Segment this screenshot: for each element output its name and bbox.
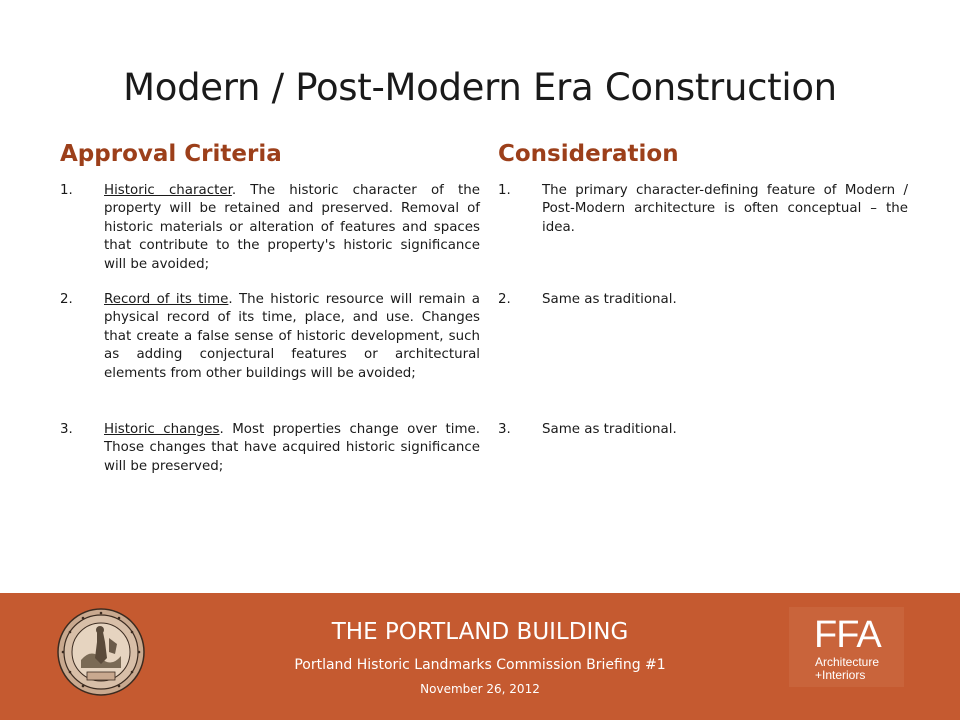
item-term: Record of its time [104, 292, 229, 307]
item-text: Same as traditional. [542, 292, 677, 307]
ffa-logo [789, 607, 904, 687]
item-body [104, 421, 480, 476]
footer-title: THE PORTLAND BUILDING [331, 619, 629, 645]
footer-subtitle: Portland Historic Landmarks Commission Briefing #1 [294, 657, 666, 673]
item-number: 2. [60, 292, 73, 307]
item-number: 2. [498, 292, 511, 307]
item-term: Historic changes [104, 422, 220, 437]
item-text: The primary character-defining feature of Modern / Post-Modern architecture is often conceptual – the idea. [542, 183, 908, 235]
slide-title: Modern / Post-Modern Era Construction [123, 66, 837, 109]
logo-line-interiors: +Interiors [815, 668, 866, 682]
logo-line-architecture: Architecture [815, 655, 880, 669]
footer-date: November 26, 2012 [420, 682, 540, 696]
logo-mark: FFA [814, 614, 881, 656]
item-text: . The historic resource will remain a physical record of its time, place, and use. Changes that create a false sense of historic development, such as adding conjectural features or architectural elements from other buildings will be avoided; [104, 292, 480, 381]
item-number: 3. [498, 422, 511, 437]
consideration-heading: Consideration [498, 141, 679, 167]
item-body [104, 182, 480, 274]
item-text: . The historic character of the property will be retained and preserved. Removal of historic materials or alteration of features and spaces that contribute to the property's historic significance will be avoided; [104, 183, 480, 272]
item-number: 1. [60, 183, 73, 198]
item-term: Historic character [104, 183, 232, 198]
item-body [104, 291, 480, 383]
item-number: 3. [60, 422, 73, 437]
item-number: 1. [498, 183, 511, 198]
item-text: Same as traditional. [542, 422, 677, 437]
item-text: . Most properties change over time. Those changes that have acquired historic significance will be preserved; [104, 422, 480, 474]
approval-criteria-heading: Approval Criteria [60, 141, 282, 167]
